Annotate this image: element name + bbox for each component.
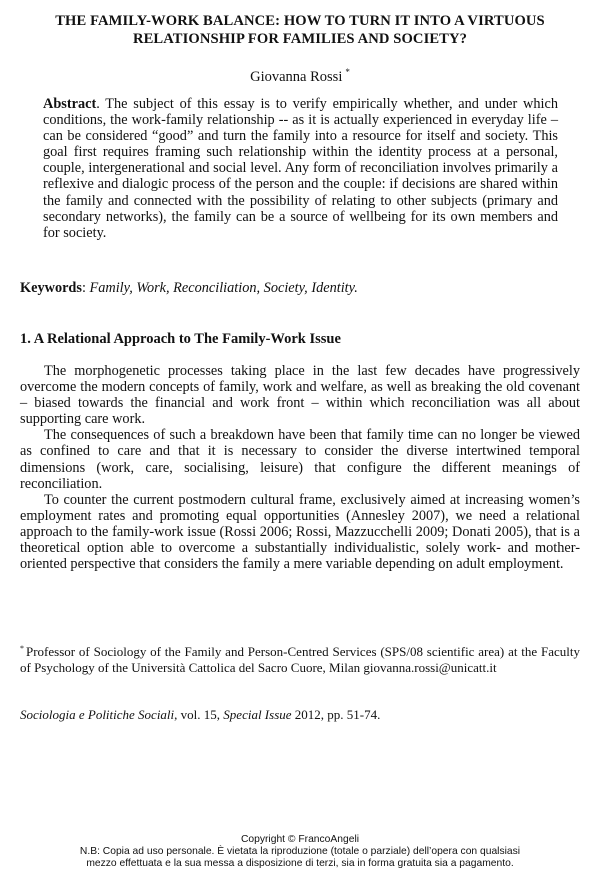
author-footnote-marker[interactable]: *: [345, 67, 350, 77]
journal-issue: Special Issue: [223, 707, 292, 722]
paragraph: To counter the current postmodern cultural frame, exclusively aimed at increasing women’s employment rates and promoting equal opportunities (Annesley 2007), we need a relational approach to the family-work issue (Rossi 2006; Rossi, Mazzucchelli 2009; Donati 2005), that is a theoretical option able to overcome a substantially individualistic, solely work- and mother-oriented perspective that considers the family a mere variable depending on adult employment.: [20, 491, 580, 573]
abstract: [43, 96, 558, 241]
keywords-separator: :: [81, 280, 90, 296]
keywords-values: Family, Work, Reconciliation, Society, Identity.: [89, 280, 358, 296]
author-name: Giovanna Rossi: [250, 69, 343, 85]
section-body: [20, 363, 580, 572]
copyright-line-2: N.B: Copia ad uso personale. È vietata la riproduzione (totale o parziale) dell’opera con qualsiasi: [79, 846, 521, 857]
footnote-marker: *: [20, 644, 24, 653]
journal-pages: 2012, pp. 51-74.: [291, 707, 381, 722]
footnote-text: Professor of Sociology of the Family and Person-Centred Services (SPS/08 scientific area) at the Faculty of Psychology of the Università Cattolica del Sacro Cuore, Milan giovanna.rossi@unicatt.it: [20, 644, 580, 676]
abstract-text: . The subject of this essay is to verify empirically whether, and under which conditions, the work-family relationship -- as it is actually experienced in everyday life – can be considered “good” and turn the family into a resource for itself and society. This goal first requires framing such relationship within the identity process at a personal, couple, intergenerational and social level. Any form of reconciliation involves primarily a reflexive and dialogic process of the person and the couple: if decisions are shared within the family and connected with the possibility of relating to other subjects (primary and secondary networks), the family can be a source of wellbeing for its own members and for society.: [43, 96, 558, 241]
journal-citation: [20, 707, 580, 723]
copyright-notice: [20, 834, 580, 870]
keywords-label: Keywords: [20, 280, 82, 296]
copyright-line-3: mezzo effettuata e la sua messa a disposizione di terzi, sia in forma gratuita sia a pagamento.: [86, 858, 514, 869]
author-line: [20, 63, 580, 86]
footnote: [20, 641, 580, 676]
section-heading: 1. A Relational Approach to The Family-Work Issue: [20, 331, 341, 347]
paragraph: The consequences of such a breakdown have been that family time can no longer be viewed as confined to care and that it is necessary to consider the diverse intertwined temporal dimensions (work, care, socialising, leisure) that configure the different meanings of reconciliation.: [20, 427, 580, 492]
journal-volume: , vol. 15,: [174, 707, 224, 722]
copyright-line-1: Copyright © FrancoAngeli: [240, 834, 360, 845]
journal-name: Sociologia e Politiche Sociali: [20, 707, 175, 722]
keywords: [20, 279, 580, 297]
paragraph: The morphogenetic processes taking place in the last few decades have progressively overcome the modern concepts of family, work and welfare, as well as breaking the old covenant – biased towards the financial and work front – within which reconciliation was all about supporting care work.: [20, 363, 580, 428]
title-line-1: THE FAMILY-WORK BALANCE: HOW TO TURN IT INTO A VIRTUOUS: [55, 13, 545, 29]
abstract-label: Abstract: [43, 96, 97, 112]
title-line-2: RELATIONSHIP FOR FAMILIES AND SOCIETY?: [132, 31, 468, 47]
paper-title: [20, 12, 580, 48]
